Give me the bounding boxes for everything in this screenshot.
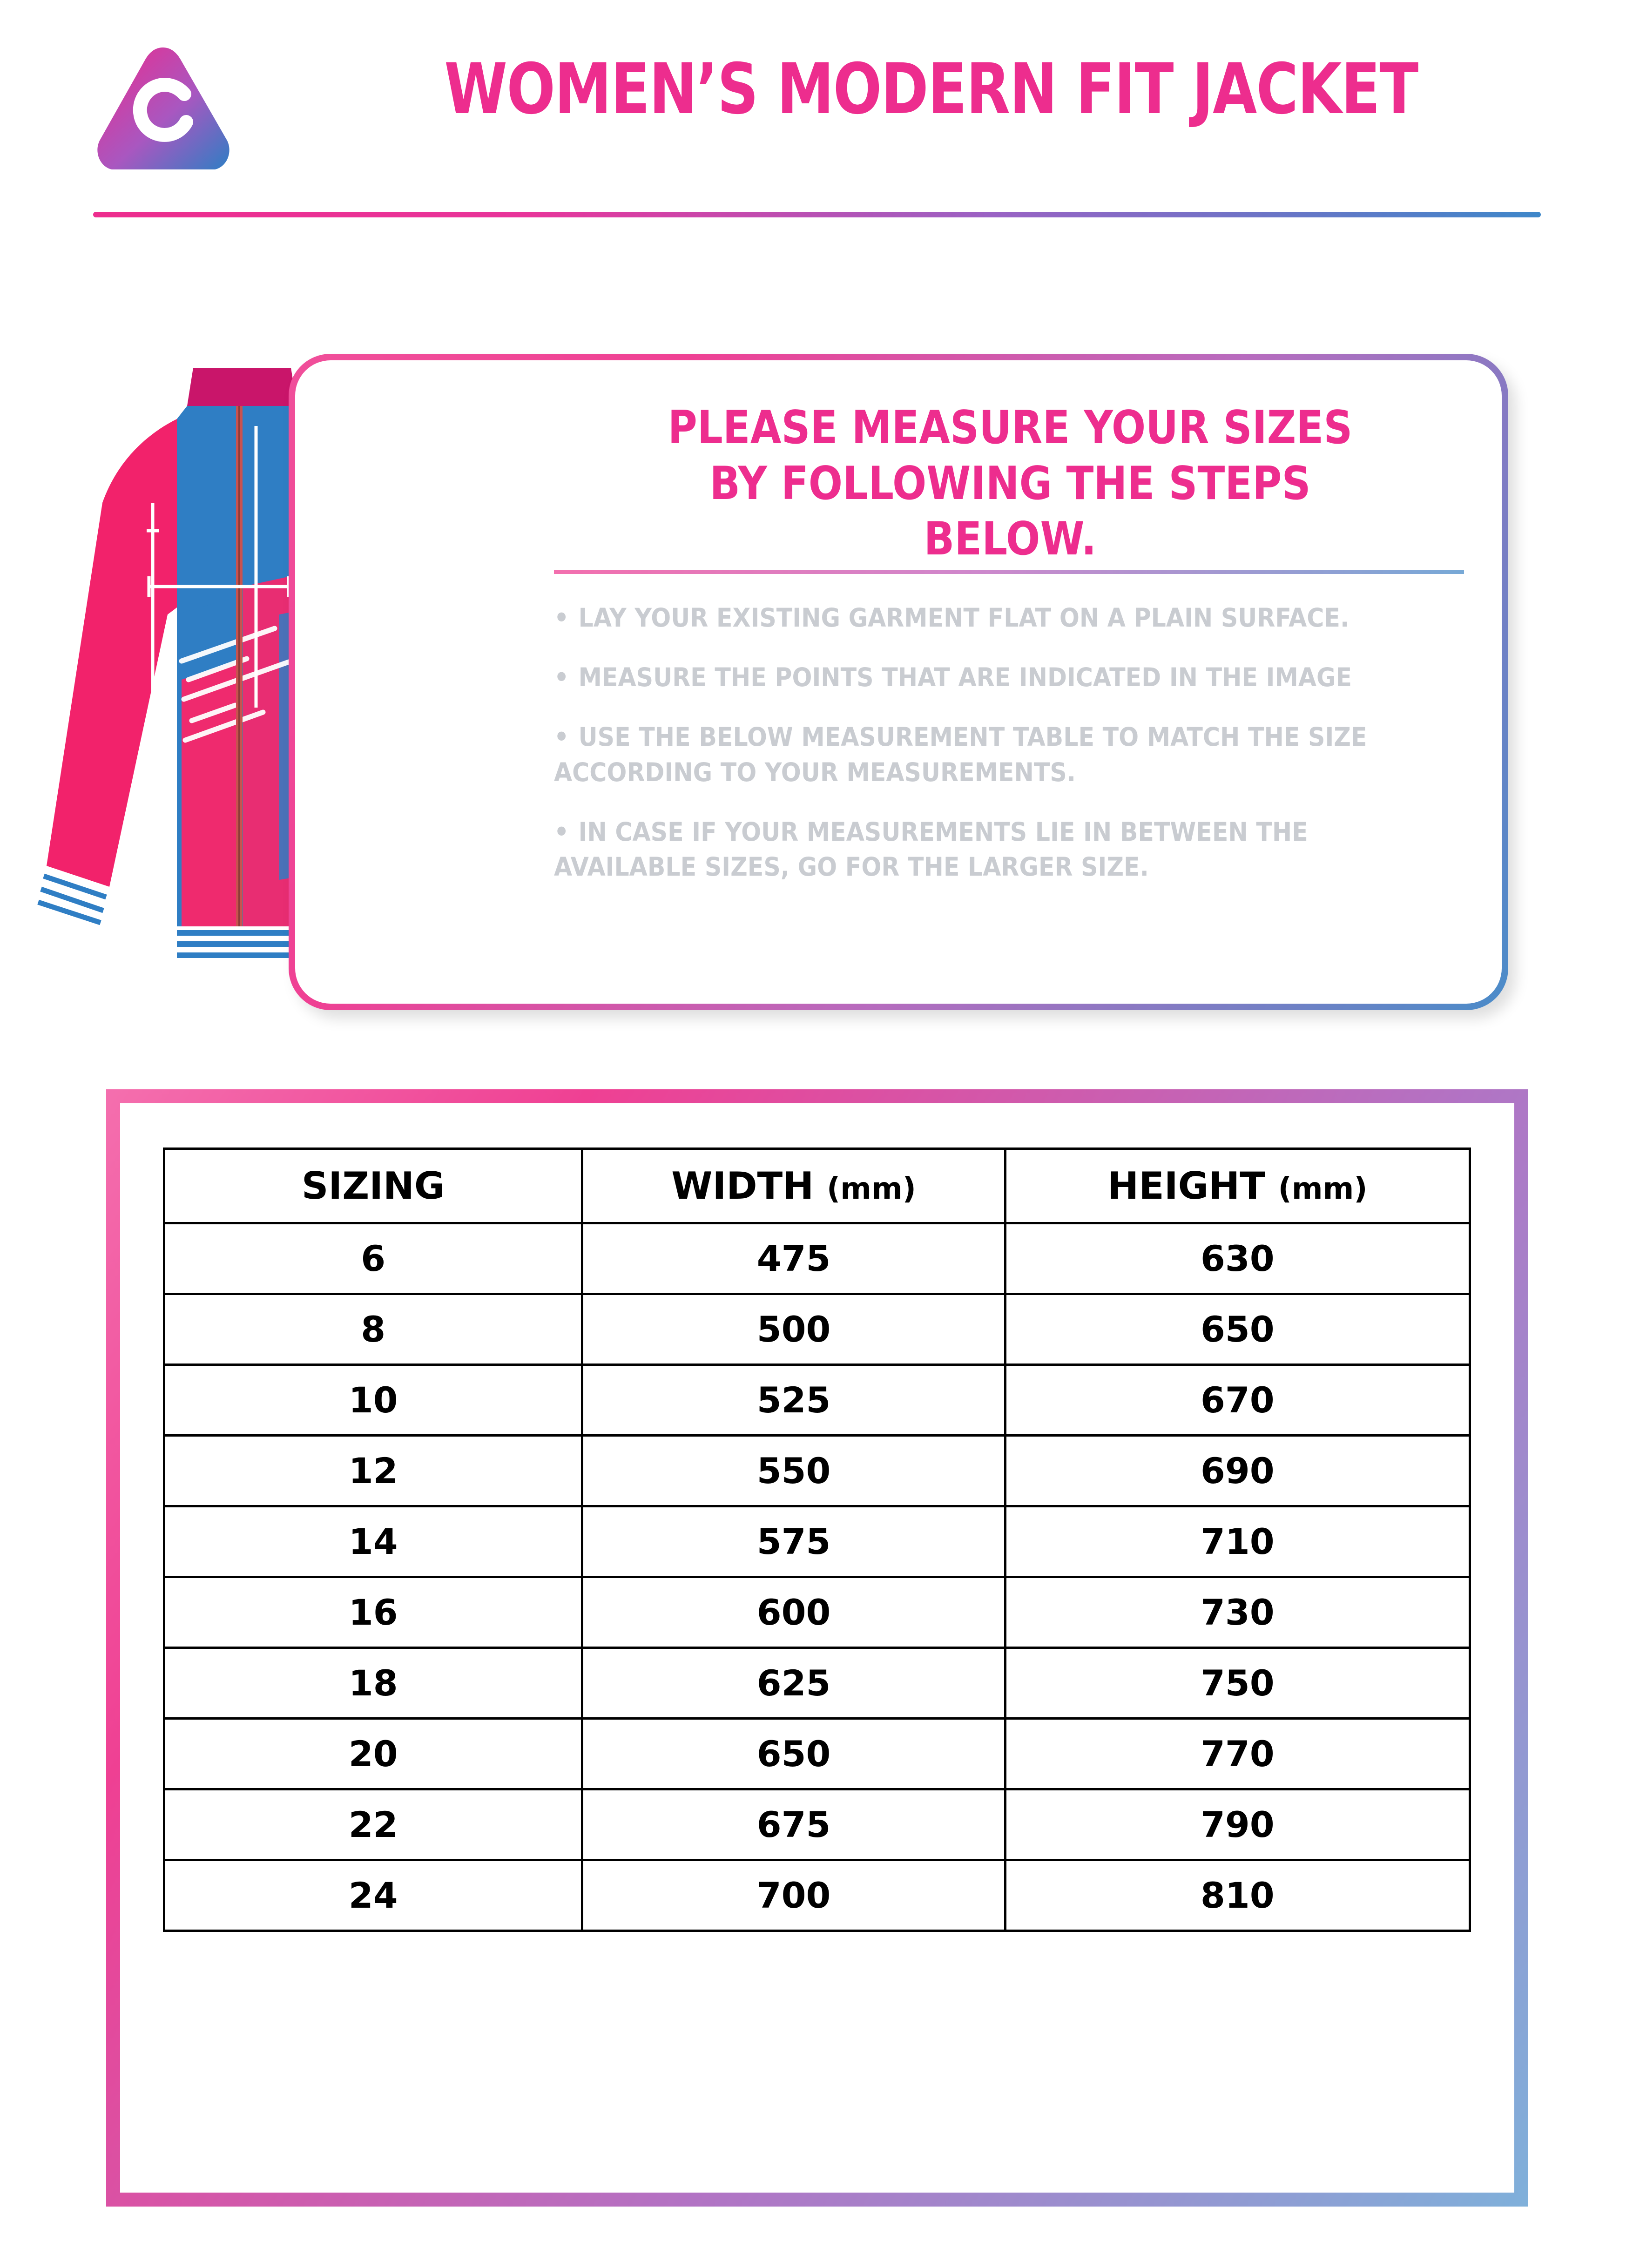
cell-width: 625 <box>582 1648 1005 1719</box>
cell-size: 10 <box>164 1365 582 1436</box>
cell-width: 650 <box>582 1719 1005 1789</box>
step-text: IN CASE IF YOUR MEASUREMENTS LIE IN BETWEEN THE AVAILABLE SIZES, GO FOR THE LARGER SIZE. <box>554 817 1308 882</box>
page-header <box>0 0 1633 233</box>
cell-height: 810 <box>1005 1860 1470 1931</box>
width-measure-label: Width <box>216 980 279 1001</box>
instructions-steps <box>554 601 1480 909</box>
cell-height: 670 <box>1005 1365 1470 1436</box>
cell-height: 650 <box>1005 1294 1470 1365</box>
cell-width: 475 <box>582 1223 1005 1294</box>
instructions-title-line-1: PLEASE MEASURE YOUR SIZES <box>668 401 1353 454</box>
cell-height: 690 <box>1005 1436 1470 1506</box>
table-header-row <box>164 1149 1470 1223</box>
column-header-sizing: SIZING <box>164 1149 582 1223</box>
header-divider <box>93 212 1541 217</box>
cell-width: 700 <box>582 1860 1005 1931</box>
column-header-height <box>1005 1149 1470 1223</box>
cell-width: 600 <box>582 1577 1005 1648</box>
cell-size: 22 <box>164 1789 582 1860</box>
list-item <box>554 815 1406 885</box>
table-row <box>164 1506 1470 1577</box>
cell-width: 575 <box>582 1506 1005 1577</box>
step-text: MEASURE THE POINTS THAT ARE INDICATED IN THE IMAGE <box>578 662 1352 692</box>
cell-height: 770 <box>1005 1719 1470 1789</box>
instructions-title-line-2: BY FOLLOWING THE STEPS BELOW. <box>709 457 1311 566</box>
cell-width: 550 <box>582 1436 1005 1506</box>
bullet-icon: • <box>554 722 569 752</box>
list-item <box>554 601 1406 636</box>
cell-size: 14 <box>164 1506 582 1577</box>
size-table <box>163 1148 1471 1932</box>
instructions-title <box>621 400 1399 567</box>
table-row <box>164 1577 1470 1648</box>
cell-width: 675 <box>582 1789 1005 1860</box>
cell-size: 24 <box>164 1860 582 1931</box>
cell-size: 16 <box>164 1577 582 1648</box>
instructions-divider <box>554 570 1464 574</box>
company-logo <box>93 42 233 177</box>
table-row <box>164 1789 1470 1860</box>
table-row <box>164 1436 1470 1506</box>
cell-size: 12 <box>164 1436 582 1506</box>
cell-width: 525 <box>582 1365 1005 1436</box>
column-header-height-text: HEIGHT <box>1107 1164 1265 1208</box>
table-row <box>164 1860 1470 1931</box>
column-header-width-text: WIDTH <box>671 1164 814 1208</box>
cell-width: 500 <box>582 1294 1005 1365</box>
list-item <box>554 720 1406 790</box>
bullet-icon: • <box>554 817 569 847</box>
cell-size: 20 <box>164 1719 582 1789</box>
cell-size: 8 <box>164 1294 582 1365</box>
cell-height: 730 <box>1005 1577 1470 1648</box>
bullet-icon: • <box>554 603 569 633</box>
list-item <box>554 660 1406 695</box>
table-row <box>164 1223 1470 1294</box>
cell-size: 18 <box>164 1648 582 1719</box>
table-row <box>164 1719 1470 1789</box>
column-header-width <box>582 1149 1005 1223</box>
cell-height: 790 <box>1005 1789 1470 1860</box>
column-header-height-unit: (mm) <box>1278 1172 1368 1206</box>
cell-height: 750 <box>1005 1648 1470 1719</box>
column-header-width-unit: (mm) <box>827 1172 916 1206</box>
step-text: USE THE BELOW MEASUREMENT TABLE TO MATCH THE SIZE ACCORDING TO YOUR MEASUREMENTS. <box>554 722 1367 787</box>
cell-height: 630 <box>1005 1223 1470 1294</box>
cell-size: 6 <box>164 1223 582 1294</box>
page-title: WOMEN’S MODERN FIT JACKET <box>444 49 1418 130</box>
table-row <box>164 1365 1470 1436</box>
step-text: LAY YOUR EXISTING GARMENT FLAT ON A PLAIN SURFACE. <box>578 603 1350 633</box>
cell-height: 710 <box>1005 1506 1470 1577</box>
table-row <box>164 1294 1470 1365</box>
table-row <box>164 1648 1470 1719</box>
bullet-icon: • <box>554 662 569 692</box>
